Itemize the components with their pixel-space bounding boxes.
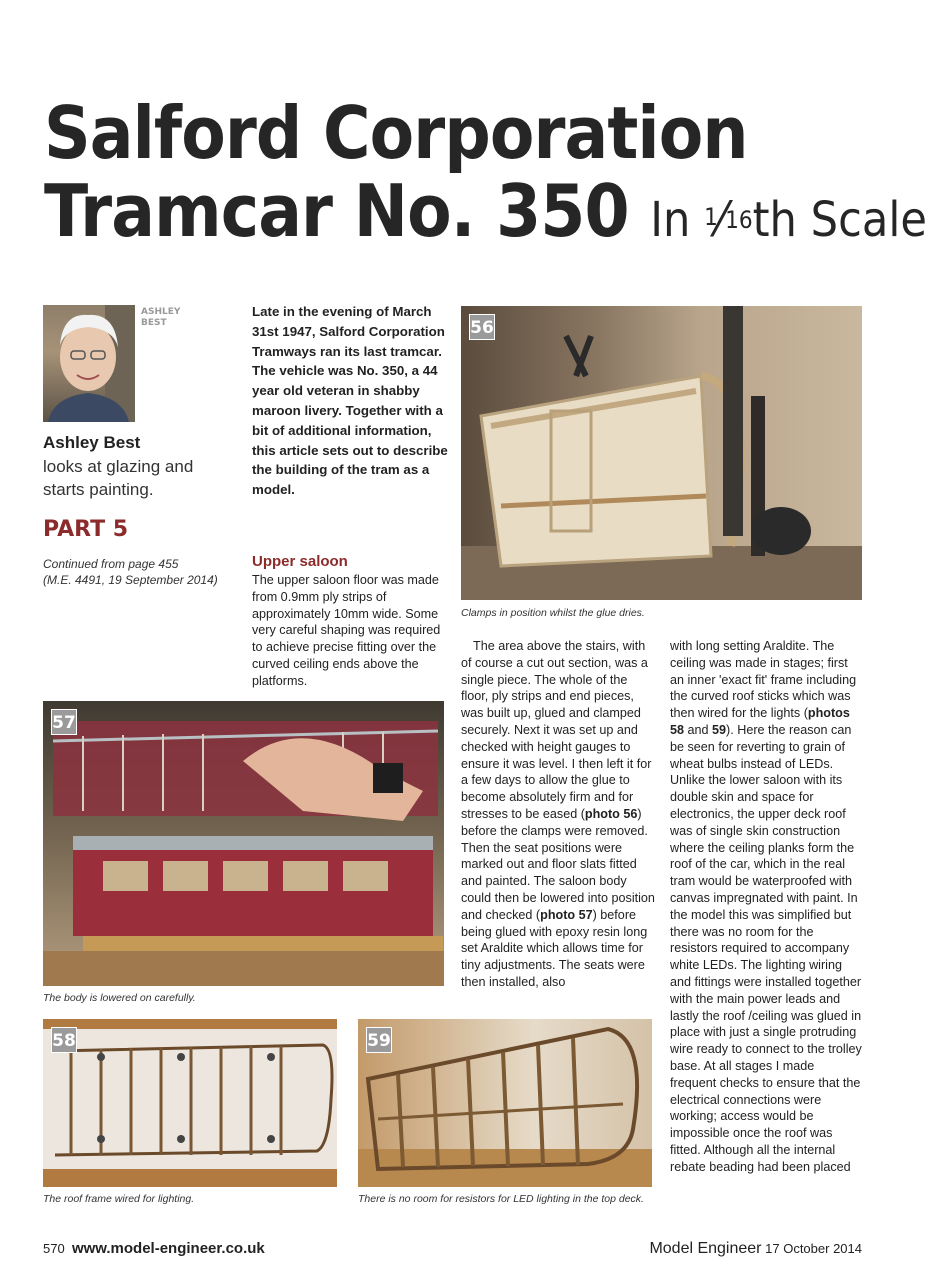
author-tag-line-1: ASHLEY [141,307,181,317]
part-label: PART 5 [43,517,129,542]
section-paragraph-1: The upper saloon floor was made from 0.9mm ply strips of approximately 10mm wide. Some very careful shaping was required to achieve precise fitting over the curved ceiling ends above the platforms. [252,573,441,688]
section-heading: Upper saloon [252,553,348,570]
scale-rest: th Scale [752,192,927,248]
photo-57-caption: The body is lowered on carefully. [43,992,196,1004]
photo-56-caption: Clamps in position whilst the glue dries. [461,607,645,619]
photo-58-caption: The roof frame wired for lighting. [43,1193,195,1205]
title-scale: In $^1$⁄16th Scale [650,192,927,248]
page-number: 570 [43,1241,65,1256]
scale-numerator: 1 [704,203,718,231]
body-column-3 [670,638,862,1176]
col2-photo-ref-57: photo 57 [540,907,593,922]
col2-text-3: ) before being glued with epoxy resin long set Araldite which allows time for tiny adjustments. The seats were then installed, also [461,907,648,989]
photo-57 [43,701,444,986]
photo-56-number: 56 [469,314,495,340]
col3-photo-ref-58: photos 58 [670,706,850,737]
body-column-2 [461,638,655,991]
scale-in: In [650,192,705,248]
intro-paragraph: Late in the evening of March 31st 1947, Salford Corporation Tramways ran its last tramcar. The vehicle was No. 350, a 44 year old veteran in shabby maroon livery. Together with a bit of additional information, this article sets out to describe the building of the tram as a model. [252,304,448,498]
portrait-image [43,305,135,422]
photo-56-image [461,306,862,600]
continued-line-1: Continued from page 455 [43,557,179,571]
author-subtitle: looks at glazing and starts painting. [43,457,194,499]
col2-text-2: ) before the clamps were removed. Then the seat positions were marked out and floor slats fitted and painted. The saloon body could then be lowered into position and checked ( [461,806,655,922]
footer-right [649,1240,862,1258]
title-line-2 [44,169,927,259]
author-tag-line-2: BEST [141,318,167,328]
page-title [44,91,927,259]
col3-text-2: ). Here the reason can be seen for reverting to grain of wheat bulbs instead of LEDs. Unlike the lower saloon with its double skin and space for electronics, the upper deck roof was of single skin construction where the ceiling planks form the roof of the car, which in the real tram would be waterproofed with canvas impregnated with paint. In the model this was simplified but there was no room for the resistors required to accompany white LEDs. The lighting wiring and fittings were installed together with the main power leads and lastly the roof /ceiling was glued in place with just a single protruding wire ready to connect to the trolley base. At all stages I made frequent checks to ensure that the electrical connections were working; access would be impossible once the roof was fitted. Although all the internal rebate beading had been placed [670,722,862,1174]
author-name: Ashley Best [43,433,141,452]
title-line-2-main: Tramcar No. 350 [44,169,629,253]
continued-line-2: (M.E. 4491, 19 September 2014) [43,573,218,587]
photo-58-image [43,1019,337,1187]
website-url: www.model-engineer.co.uk [71,1240,265,1257]
continued-note [43,556,218,588]
footer-left [43,1240,265,1257]
photo-59-caption: There is no room for resistors for LED lighting in the top deck. [358,1193,644,1205]
photo-59-image [358,1019,652,1187]
photo-59 [358,1019,652,1187]
photo-57-number: 57 [51,709,77,735]
scale-denominator: 16 [725,206,753,234]
col2-photo-ref-56: photo 56 [584,806,638,821]
photo-59-number: 59 [366,1027,392,1053]
col3-text-1: with long setting Araldite. The ceiling was made in stages; first an inner 'exact fit' frame including the curved roof sticks which was then wired for the lights ( [670,639,857,721]
col3-photo-ref-59: 59 [712,722,727,737]
author-portrait [43,305,135,422]
photo-58 [43,1019,337,1187]
title-line-1: Salford Corporation [44,91,748,175]
author-tag [141,307,180,329]
col3-text-and: and [684,722,713,737]
col2-text-1: The area above the stairs, with of course a cut out section, was a single piece. The whole of the floor, ply strips and end pieces, was built up, glued and clamped securely. Next it was set up and checked with height gauges to ensure it was level. I then left it for a few days to allow the glue to become absolutely firm and for stresses to be eased ( [461,639,652,821]
magazine-name: Model Engineer [649,1240,762,1257]
photo-57-image [43,701,444,986]
photo-58-number: 58 [51,1027,77,1053]
issue-date: 17 October 2014 [765,1241,862,1256]
photo-56 [461,306,862,600]
